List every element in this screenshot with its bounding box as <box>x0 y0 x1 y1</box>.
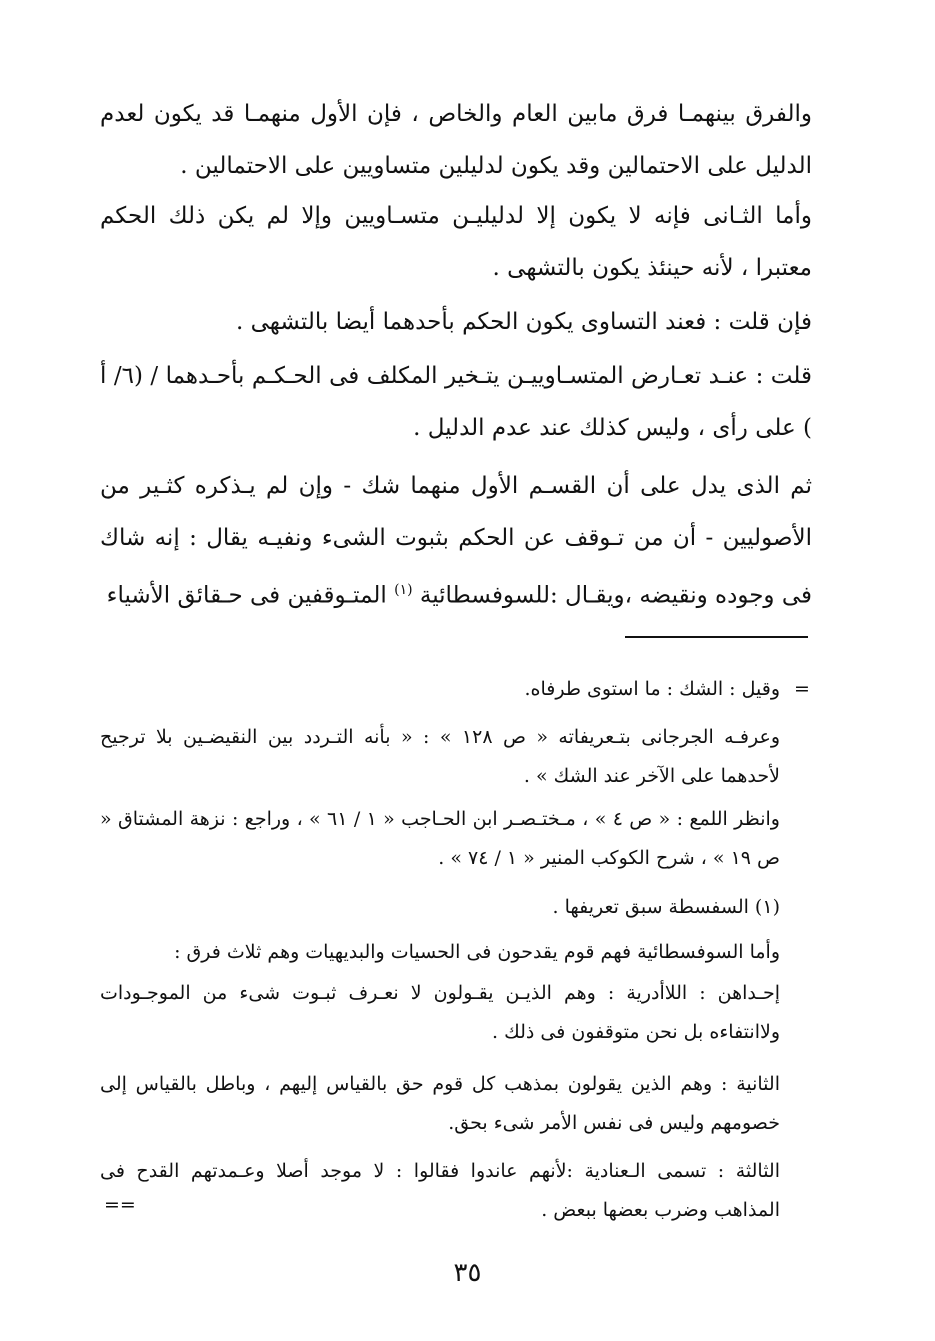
footnote-separator <box>625 636 808 638</box>
paragraph-4-text: قلت : عنـد تعـارض المتسـاوييـن يتـخير المكلف فى الحـكـم بأحـدهما / (٦/ أ ) على رأى ، وليس كذلك عند عدم الدليل . <box>100 363 812 441</box>
page-number: ٣٥ <box>453 1258 482 1288</box>
paragraph-2 <box>100 190 812 294</box>
paragraph-4 <box>100 350 812 454</box>
footnote-line-1 <box>100 670 780 709</box>
footnote-reference-1: (١) <box>394 582 413 598</box>
footnote-line-8-text: الثالثة : تسمى الـعنادية :لأنهم عاندوا فقالوا : لا موجد أصلا وعـمدتهم القدح فى المذاهب وضرب بعضها ببعض . <box>100 1160 780 1221</box>
continuation-mark-start: = <box>794 678 810 700</box>
paragraph-5-text <box>100 460 812 622</box>
footnote-line-7-text: الثانية : وهم الذين يقولون بمذهب كل قوم حق بالقياس إليهم ، وباطل بالقياس إلى خصومهم وليس فى نفس الأمر شىء بحق. <box>100 1073 780 1134</box>
paragraph-5-before: ثم الذى يدل على أن القسـم الأول منهما شك - وإن لم يـذكره كثـير من الأصوليين - أن من تـوقف عن الحكم بثبوت الشىء ونفيـه يقال : إنه شاك فى وجوده ونقيضه ،ويقـال :للسوفسطائية <box>100 473 812 609</box>
footnote-line-2-text: وعرفـه الجرجانى بتـعريفاته « ص ١٢٨ » : « بأنه التـردد بين النقيضـين بلا ترجيح لأحدهما على الآخر عند الشك » . <box>100 726 781 787</box>
paragraph-5-after: المتـوقفين فى حـقائق الأشياء <box>106 582 387 609</box>
footnote-line-1-text: وقيل : الشك : ما استوى طرفاه. <box>524 678 780 700</box>
footnote-1-text: (١) السفسطة سبق تعريفها . <box>552 896 780 918</box>
paragraph-1 <box>100 88 812 192</box>
paragraph-1-text: والفرق بينهمـا فرق مابين العام والخاص ، فإن الأول منهمـا قد يكون لعدم الدليل على الاحتمالين وقد يكون لدليلين متساويين على الاحتمالين . <box>100 101 812 179</box>
footnote-line-6-text: إحـداهن : اللاأدرية : وهم الذيـن يقـولون لا نعـرف ثبـوت شىء من الموجـودات ولاانتفاءه بل نحن متوقفون فى ذلك . <box>100 982 780 1043</box>
footnote-line-3 <box>100 800 780 878</box>
footnote-line-5-text: وأما السوفسطائية فهم قوم يقدحون فى الحسيات والبديهيات وهم ثلاث فرق : <box>174 941 780 963</box>
footnote-line-5 <box>100 933 780 972</box>
paragraph-3 <box>100 296 812 348</box>
footnote-line-3-text: وانظر اللمع : « ص ٤ » ، مـختـصـر ابن الحـاجب « ١ / ٦١ » ، وراجع : نزهة المشتاق « ص ١٩ » ، شرح الكوكب المنير « ١ / ٧٤ » . <box>100 808 780 869</box>
footnote-line-6 <box>100 974 780 1052</box>
paragraph-5 <box>100 460 812 622</box>
footnote-1 <box>100 888 780 927</box>
footnote-line-8 <box>100 1152 780 1230</box>
paragraph-3-text: فإن قلت : فعند التساوى يكون الحكم بأحدهما أيضا بالتشهى . <box>236 309 812 335</box>
paragraph-2-text: وأما الثـانى فإنه لا يكون إلا لدليليـن متسـاويين وإلا لم يكن ذلك الحكم معتبرا ، لأنه حينئذ يكون بالتشهى . <box>100 203 812 281</box>
continuation-mark-end: == <box>104 1194 136 1216</box>
footnote-line-2 <box>100 718 780 796</box>
footnote-line-7 <box>100 1065 780 1143</box>
